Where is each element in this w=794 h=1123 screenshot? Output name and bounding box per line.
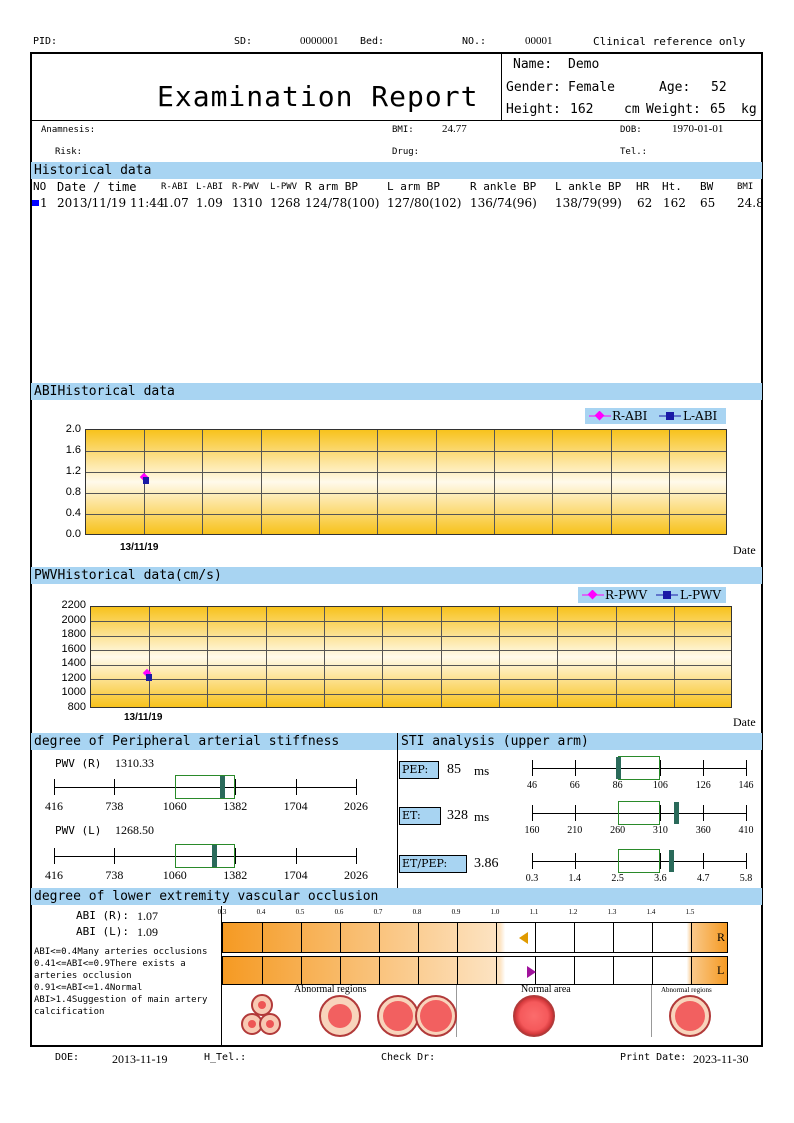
print-date-value: 2023-11-30 [693,1052,749,1066]
abi-x-label: Date [733,543,756,557]
occ-grid-line [535,923,536,952]
sti-title: STI analysis (upper arm) [398,733,762,750]
grid-line-v [266,607,267,707]
col-bmi: BMI [737,182,754,192]
artery-cross-sections [238,992,738,1042]
l-abi-legend-icon [659,411,681,421]
col-hr: HR [636,180,650,193]
scale-tick [235,779,236,795]
scale-tick-label: 126 [695,780,711,791]
col-no: NO [33,180,47,193]
occ-scale-label: 0.4 [256,908,266,916]
col-r-abi: R-ABI [161,182,189,192]
l-pwv-legend-label: L-PWV [680,588,722,602]
anamnesis-label: Anamnesis: [41,125,96,135]
occ-grid-line [613,923,614,952]
normal-range-box [618,801,661,825]
col-l-arm: L arm BP [387,180,440,193]
grid-line-v [319,430,320,534]
scale-tick [296,848,297,864]
abi-r-value: 1.07 [137,909,158,923]
occ-scale-label: 1.3 [607,908,617,916]
occ-grid-line [652,957,653,984]
scale-tick [356,848,357,864]
occ-grid-line [613,957,614,984]
risk-label: Risk: [55,147,83,157]
grid-line-v [499,607,500,707]
scale-tick [54,779,55,795]
pwv-plot-area [90,606,732,708]
height-label: Height: [506,102,561,117]
row-r-arm: 124/78(100) [305,196,380,210]
grid-line-h [86,451,726,452]
grid-line-v [441,607,442,707]
scale-tick-label: 410 [738,825,754,836]
stiffness-divider [397,733,398,888]
occ-grid-line [418,923,419,952]
pwv-x-label: Date [733,715,756,729]
row-l-ankle: 138/79(99) [555,196,622,210]
tel-label: Tel.: [620,147,648,157]
scale-tick-label: 160 [524,825,540,836]
pwv-y-tick: 1200 [61,672,86,684]
scale-tick [703,760,704,776]
row-hr: 62 [637,196,653,210]
grid-line-v [611,430,612,534]
pep-label: PEP: [399,761,439,779]
et-value: 328 [447,808,468,823]
occ-grid-line [340,957,341,984]
weight-label: Weight: [646,102,701,117]
et-label: ET: [399,807,441,825]
scale-tick-label: 46 [527,780,537,791]
report-title [157,80,478,113]
weight-value: 65 [710,102,726,117]
scale-tick-label: 2026 [344,799,368,813]
scale-tick-label: 3.6 [654,873,667,884]
abi-notes [34,946,219,1018]
scale-tick [703,853,704,869]
occ-grid-line [691,957,692,984]
occ-scale-label: 1.0 [490,908,500,916]
col-bw: BW [700,180,714,193]
pwv-y-tick: 2000 [61,614,86,626]
sd-value: 0000001 [300,35,339,47]
row-date: 2013/11/19 11:44 [57,196,165,210]
grid-line-v [436,430,437,534]
artery-normal-icon [514,996,554,1036]
abi-y-tick: 0.4 [65,507,81,519]
occ-scale-label: 0.7 [373,908,383,916]
scale-tick-label: 738 [105,868,124,882]
pwv-y-tick: 1600 [61,643,86,655]
scale-tick-label: 1.4 [568,873,582,884]
row-bmi: 24.8 [737,196,764,210]
pwv-r-value: 1310.33 [115,756,154,770]
scale-tick [575,805,576,821]
scale-tick [746,805,747,821]
col-l-pwv: L-PWV [270,182,298,192]
grid-line-h [91,665,731,666]
row-l-abi: 1.09 [196,196,223,210]
r-letter: R [717,930,726,944]
normal-label: Normal area [521,984,571,995]
abnormal-label-2: Abnormal regions [661,986,712,994]
occ-scale-label: 0.3 [217,908,227,916]
height-unit: cm [624,102,640,117]
normal-range-box [618,849,661,873]
pwv-l-value: 1268.50 [115,823,154,837]
abi-r-label: ABI (R): [76,909,129,922]
abi-marker-icon [519,932,528,944]
scale-tick-label: 738 [105,799,124,813]
abi-x-tick: 13/11/19 [120,542,159,553]
scale-tick [746,760,747,776]
bmi-value: 24.77 [442,123,467,135]
r-abi-legend-icon [589,411,611,421]
abi-note: ABI<=0.4Many arteries occlusions [34,947,208,957]
sd-label: SD: [234,36,253,47]
col-ht: Ht. [662,180,682,193]
scale-tick [54,848,55,864]
grid-line-v [669,430,670,534]
scale-tick-label: 360 [695,825,711,836]
occ-scale-label: 1.5 [685,908,695,916]
scale-tick [660,760,661,776]
col-r-ankle: R ankle BP [470,180,537,193]
scale-tick-label: 1704 [283,799,308,813]
pwv-l-label: PWV (L) [55,824,102,837]
row-l-arm: 127/80(102) [387,196,462,210]
scale-tick-label: 0.3 [525,873,539,884]
scale-tick [660,853,661,869]
grid-line-h [91,694,731,695]
artery-calcified-icon [670,996,710,1036]
occ-scale-label: 1.2 [568,908,578,916]
grid-line-v [557,607,558,707]
r-abi-legend-label: R-ABI [612,409,648,423]
name-value: Demo [568,57,600,72]
pwv-x-tick: 13/11/19 [124,712,163,723]
pep-value: 85 [447,762,461,777]
scale-tick [235,848,236,864]
scale-tick-label: 106 [652,780,668,791]
scale-tick-label: 2.5 [611,873,624,884]
value-marker [674,802,679,824]
occ-grid-line [379,957,380,984]
htel-label: H_Tel.: [204,1052,247,1063]
scale-tick [114,848,115,864]
abi-y-tick: 1.6 [65,444,81,456]
row-r-abi: 1.07 [162,196,189,210]
scale-tick [575,853,576,869]
occlusion-bar-r [222,922,728,953]
ratio-value: 3.86 [474,856,499,871]
occ-grid-line [301,957,302,984]
data-point-l-abi [143,477,149,484]
abi-y-tick: 1.2 [65,465,81,477]
pwv-chart-title: PWVHistorical data(cm/s) [31,567,762,584]
abi-legend [585,408,726,424]
pep-unit: ms [474,763,490,778]
scale-tick [532,853,533,869]
scale-tick-label: 1060 [162,799,187,813]
value-marker [220,776,225,798]
bed-label: Bed: [360,36,385,47]
no-label: NO.: [462,36,487,47]
abi-note: 0.91<=ABI<=1.4Normal [34,983,143,993]
row-l-pwv: 1268 [270,196,301,210]
weight-unit: kg [741,102,757,117]
dob-value: 1970-01-01 [672,123,724,135]
occ-grid-line [457,957,458,984]
scale-tick-label: 1060 [162,868,187,882]
pwv-y-tick: 1000 [61,686,86,698]
drug-label: Drug: [392,147,420,157]
abi-y-tick: 0.0 [65,528,81,540]
row-r-ankle: 136/74(96) [470,196,537,210]
l-abi-legend-label: L-ABI [683,409,718,423]
scale-tick-label: 5.8 [739,873,753,884]
pwv-r-label: PWV (R) [55,757,102,770]
scale-tick-label: 416 [45,799,63,813]
occ-grid-line [262,957,263,984]
grid-line-v [207,607,208,707]
abi-note: 0.41<=ABI<=0.9There exists a arteries occlusion [34,959,186,981]
pwv-y-tick: 1800 [61,628,86,640]
scale-tick-label: 310 [652,825,668,836]
gender-value: Female [568,80,615,95]
grid-line-v [674,607,675,707]
artery-severe-icon [242,995,280,1034]
scale-tick-label: 1382 [223,868,248,882]
occ-grid-line [652,923,653,952]
occ-grid-line [379,923,380,952]
dob-label: DOB: [620,125,642,135]
abi-plot-area [85,429,727,535]
normal-range-box [175,844,235,868]
scale-tick [532,760,533,776]
row-no: 1 [40,196,48,210]
occ-scale-label: 0.6 [334,908,344,916]
abi-marker-icon [527,966,536,978]
scale-tick [575,760,576,776]
grid-line-v [261,430,262,534]
scale-tick-label: 1704 [283,868,308,882]
occ-scale-label: 0.5 [295,908,305,916]
abi-chart-title: ABIHistorical data [31,383,762,400]
scale-tick-label: 2026 [344,868,368,882]
scale-tick [746,853,747,869]
check-dr-label: Check Dr: [381,1052,436,1063]
print-date-label: Print Date: [620,1052,687,1063]
row-bw: 65 [700,196,716,210]
scale-tick-label: 66 [569,780,580,791]
doe-label: DOE: [55,1052,80,1063]
grid-line-h [91,650,731,651]
occ-scale-label: 0.9 [451,908,461,916]
abi-y-tick: 0.8 [65,486,81,498]
stiffness-title: degree of Peripheral arterial stiffness [31,733,397,750]
grid-line-h [86,472,726,473]
l-pwv-legend-icon [656,590,678,600]
pid-label: PID: [33,36,58,47]
grid-line-v [382,607,383,707]
value-marker [669,850,674,872]
header-divider [501,53,502,120]
occ-grid-line [574,923,575,952]
occ-grid-line [496,957,497,984]
abi-l-label: ABI (L): [76,925,129,938]
grid-line-v [494,430,495,534]
scale-tick [532,805,533,821]
grid-line-v [377,430,378,534]
scale-tick-label: 86 [612,780,623,791]
data-point-l-pwv [146,674,152,681]
col-l-ankle: L ankle BP [555,180,622,193]
age-label: Age: [659,80,691,95]
pwv-y-tick: 1400 [61,657,86,669]
pwv-y-tick: 2200 [61,599,86,611]
col-date: Date / time [57,180,137,194]
col-l-abi: L-ABI [196,182,224,192]
scale-tick [660,805,661,821]
occ-grid-line [301,923,302,952]
age-value: 52 [711,80,727,95]
l-letter: L [717,963,725,977]
grid-line-h [91,636,731,637]
et-unit: ms [474,809,490,824]
scale-tick [114,779,115,795]
grid-line-h [91,679,731,680]
pwv-y-tick: 800 [67,701,86,713]
report-title-text: Examination Report [157,80,479,113]
occ-grid-line [574,957,575,984]
artery-mild-icon [378,996,456,1036]
occ-grid-line [496,923,497,952]
scale-tick [356,779,357,795]
normal-range-box [175,775,235,799]
name-label: Name: [513,57,553,72]
row-marker-icon [32,200,39,206]
ratio-label: ET/PEP: [399,855,467,873]
row-r-pwv: 1310 [232,196,263,210]
scale-tick-label: 416 [45,868,63,882]
abi-note: ABI>1.4Suggestion of main artery calcification [34,995,208,1017]
row-ht: 162 [663,196,686,210]
gender-label: Gender: [506,80,561,95]
artery-moderate-icon [320,996,360,1036]
r-pwv-legend-icon [582,590,604,600]
scale-tick-label: 146 [738,780,754,791]
header-bottom-line [31,120,762,121]
scale-tick-label: 260 [610,825,626,836]
abi-y-tick: 2.0 [65,423,81,435]
occlusion-title: degree of lower extremity vascular occlusion [31,888,762,905]
clinical-note: Clinical reference only [593,35,746,48]
scale-tick-label: 4.7 [696,873,710,884]
scale-tick-label: 1382 [223,799,248,813]
abi-l-value: 1.09 [137,925,158,939]
no-value: 00001 [525,35,553,47]
occ-scale-label: 0.8 [412,908,422,916]
grid-line-v [616,607,617,707]
occ-scale-label: 1.4 [646,908,656,916]
occ-grid-line [691,923,692,952]
grid-line-v [552,430,553,534]
normal-range-box [618,756,661,780]
grid-line-h [91,621,731,622]
abnormal-label: Abnormal regions [294,984,367,995]
col-r-arm: R arm BP [305,180,358,193]
grid-line-v [202,430,203,534]
scale-tick [296,779,297,795]
value-marker [212,845,217,867]
scale-tick-label: 210 [567,825,583,836]
col-r-pwv: R-PWV [232,182,260,192]
grid-line-v [149,607,150,707]
occ-scale-label: 1.1 [529,908,539,916]
bmi-label: BMI: [392,125,414,135]
grid-line-v [324,607,325,707]
value-marker [616,757,621,779]
height-value: 162 [570,102,594,117]
occ-grid-line [262,923,263,952]
doe-value: 2013-11-19 [112,1052,168,1066]
pwv-legend [578,587,726,603]
grid-line-h [86,493,726,494]
occlusion-bar-l [222,956,728,985]
occ-grid-line [340,923,341,952]
history-title: Historical data [31,162,762,179]
scale-tick [703,805,704,821]
grid-line-h [86,514,726,515]
occ-grid-line [418,957,419,984]
occ-grid-line [457,923,458,952]
r-pwv-legend-label: R-PWV [605,588,648,602]
